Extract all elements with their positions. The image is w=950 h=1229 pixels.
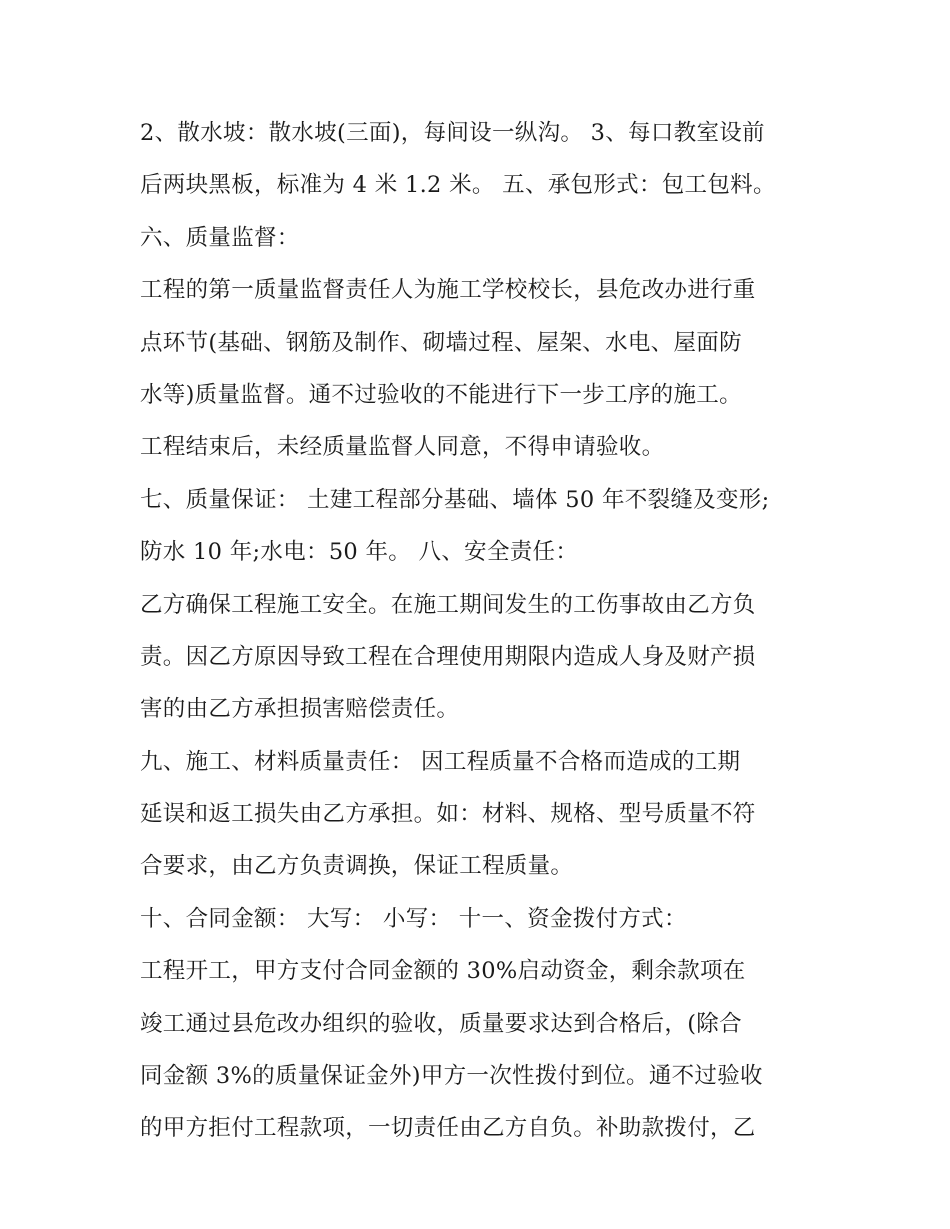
text-line: 工程结束后，未经质量监督人同意，不得申请验收。 <box>140 434 665 461</box>
text-line: 竣工通过县危改办组织的验收，质量要求达到合格后，(除合 <box>140 1010 742 1037</box>
text-line: 合要求，由乙方负责调换，保证工程质量。 <box>140 853 574 880</box>
text-line: 十、合同金额： 大写： 小写： 十一、资金拨付方式： <box>140 905 687 932</box>
text-line: 七、质量保证： 土建工程部分基础、墙体 50 年不裂缝及变形; <box>140 486 770 513</box>
text-line: 点环节(基础、钢筋及制作、砌墙过程、屋架、水电、屋面防 <box>140 329 742 356</box>
text-line: 的甲方拒付工程款项，一切责任由乙方自负。补助款拨付，乙 <box>140 1115 756 1142</box>
text-line: 延误和返工损失由乙方承担。如：材料、规格、型号质量不符 <box>140 801 756 828</box>
text-line: 同金额 3%的质量保证金外)甲方一次性拨付到位。通不过验收 <box>140 1063 763 1090</box>
document-body <box>140 107 820 1155</box>
text-line: 防水 10 年;水电：50 年。 八、安全责任： <box>140 539 579 566</box>
text-line: 责。因乙方原因导致工程在合理使用期限内造成人身及财产损 <box>140 643 756 670</box>
text-line: 九、施工、材料质量责任： 因工程质量不合格而造成的工期 <box>140 748 741 775</box>
text-line: 工程的第一质量监督责任人为施工学校校长，县危改办进行重 <box>140 277 756 304</box>
text-line: 2、散水坡：散水坡(三面)，每间设一纵沟。 3、每口教室设前 <box>140 120 765 146</box>
text-line: 乙方确保工程施工安全。在施工期间发生的工伤事故由乙方负 <box>140 591 756 618</box>
section-heading: 六、质量监督： <box>140 224 300 251</box>
text-line: 害的由乙方承担损害赔偿责任。 <box>140 696 460 723</box>
text-line: 水等)质量监督。通不过验收的不能进行下一步工序的施工。 <box>140 381 742 408</box>
text-line: 工程开工，甲方支付合同金额的 30%启动资金，剩余款项在 <box>140 958 746 985</box>
text-line: 后两块黑板，标准为 4 米 1.2 米。 五、承包形式：包工包料。 <box>140 172 776 199</box>
